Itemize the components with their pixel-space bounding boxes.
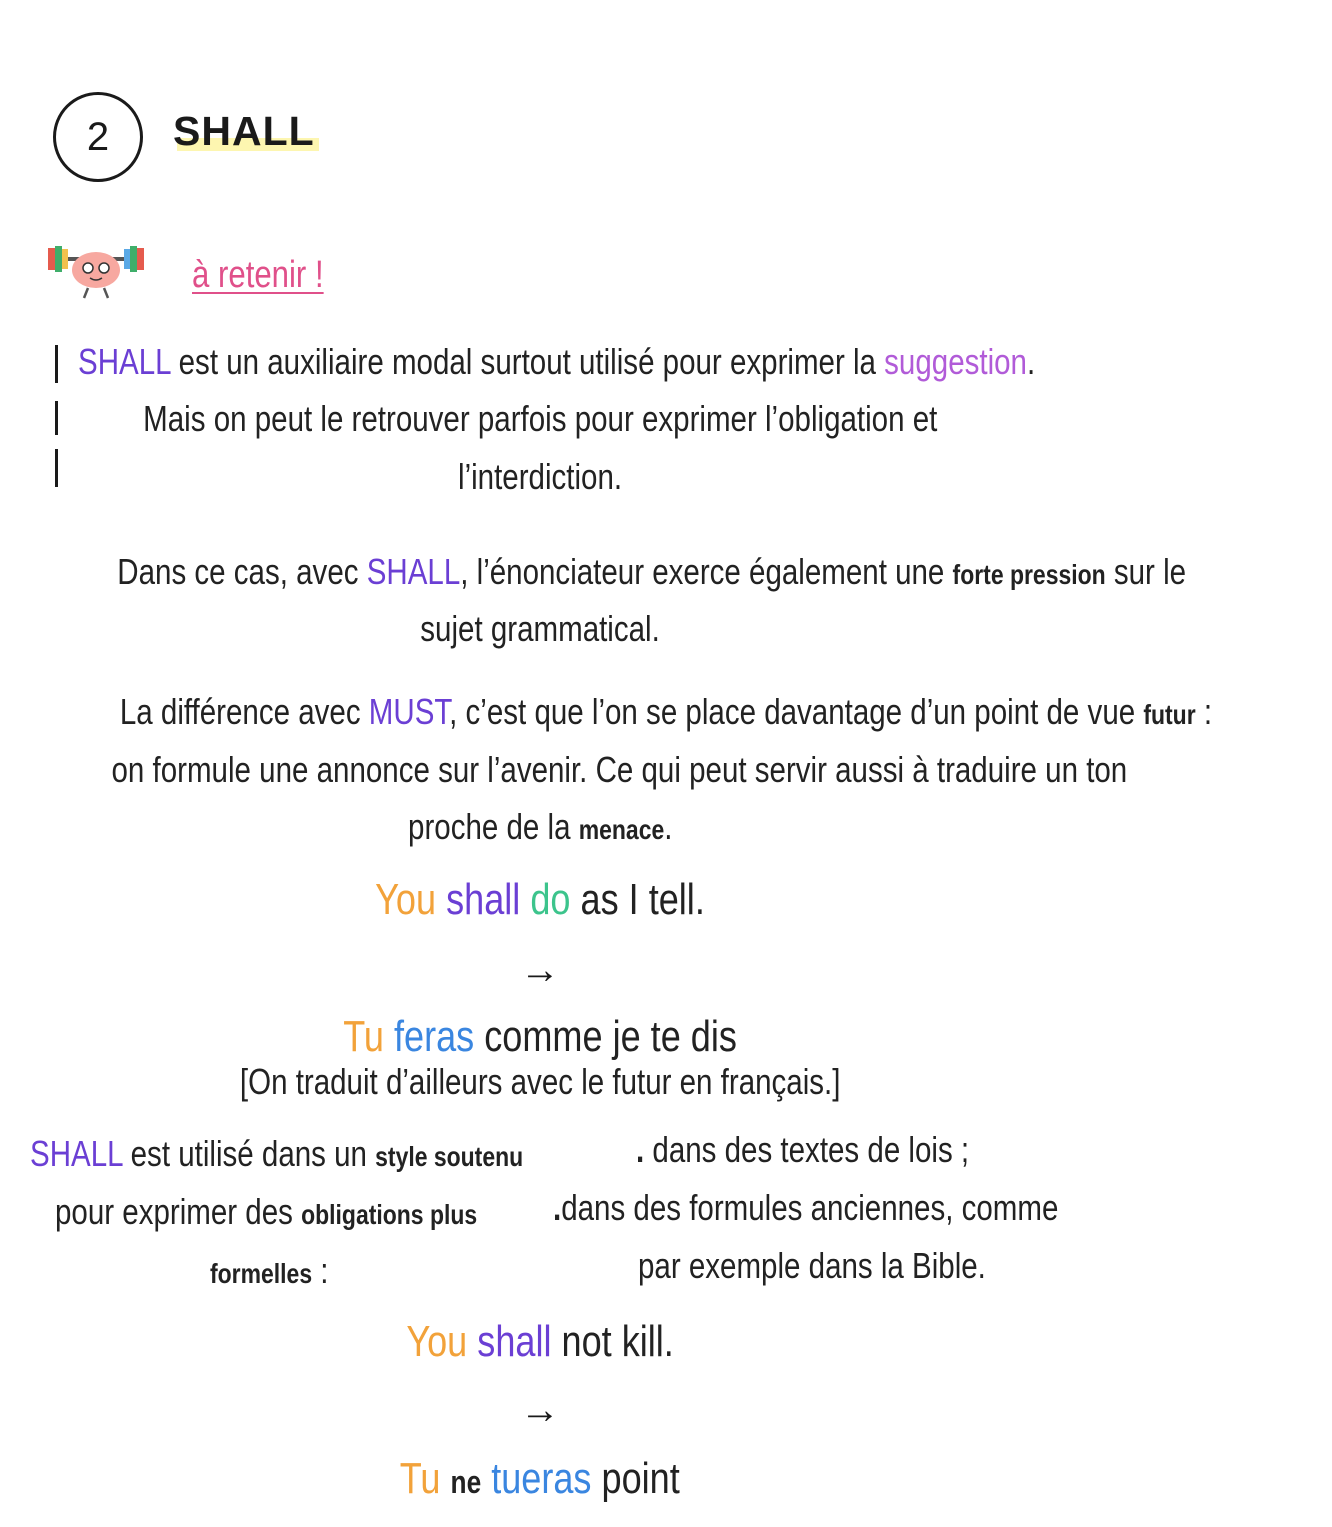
section-title-text: SHALL xyxy=(173,108,315,154)
example1-french: Tu feras comme je te dis xyxy=(343,1012,737,1061)
intro-line-1: SHALL est un auxiliaire modal surtout utilisé pour exprimer la suggestion. xyxy=(78,341,1036,382)
example2-french: Tu ne tueras point xyxy=(399,1454,681,1503)
arrow-icon: → xyxy=(520,1388,560,1432)
example1-note: [On traduit d’ailleurs avec le futur en français.] xyxy=(239,1061,841,1102)
section-number-badge xyxy=(53,92,143,182)
difference-line-3: proche de la menace. xyxy=(407,806,673,847)
reminder-label: à retenir ! xyxy=(192,254,324,296)
arrow-icon: → xyxy=(520,948,560,992)
intro-line-3: l’interdiction. xyxy=(457,456,623,497)
intro-line-2: Mais on peut le retrouver parfois pour exprimer l’obligation et xyxy=(142,398,938,439)
pressure-line-1: Dans ce cas, avec SHALL, l’énonciateur exerce également une forte pression sur le xyxy=(117,551,1187,592)
example1-english: You shall do as I tell. xyxy=(375,875,705,924)
difference-line-1: La différence avec MUST, c’est que l’on se place davantage d’un point de vue futur : xyxy=(119,691,1213,732)
pressure-line-2: sujet grammatical. xyxy=(420,608,660,649)
example2-english: You shall not kill. xyxy=(406,1317,674,1366)
quote-bar xyxy=(55,345,58,383)
style-left-line-1: SHALL est utilisé dans un style soutenu xyxy=(30,1133,524,1174)
style-left-line-2: pour exprimer des obligations plus xyxy=(55,1191,478,1232)
style-right-line-1: . dans des textes de lois ; xyxy=(636,1129,970,1170)
brain-lifting-weights-icon xyxy=(44,240,148,302)
style-right-line-2: .dans des formules anciennes, comme xyxy=(553,1187,1059,1228)
section-title xyxy=(173,108,315,155)
difference-line-2: on formule une annonce sur l’avenir. Ce qui peut servir aussi à traduire un ton xyxy=(111,749,1128,790)
style-right-line-3: par exemple dans la Bible. xyxy=(638,1245,986,1286)
style-left-line-3: formelles : xyxy=(210,1250,329,1291)
section-number: 2 xyxy=(86,114,110,159)
